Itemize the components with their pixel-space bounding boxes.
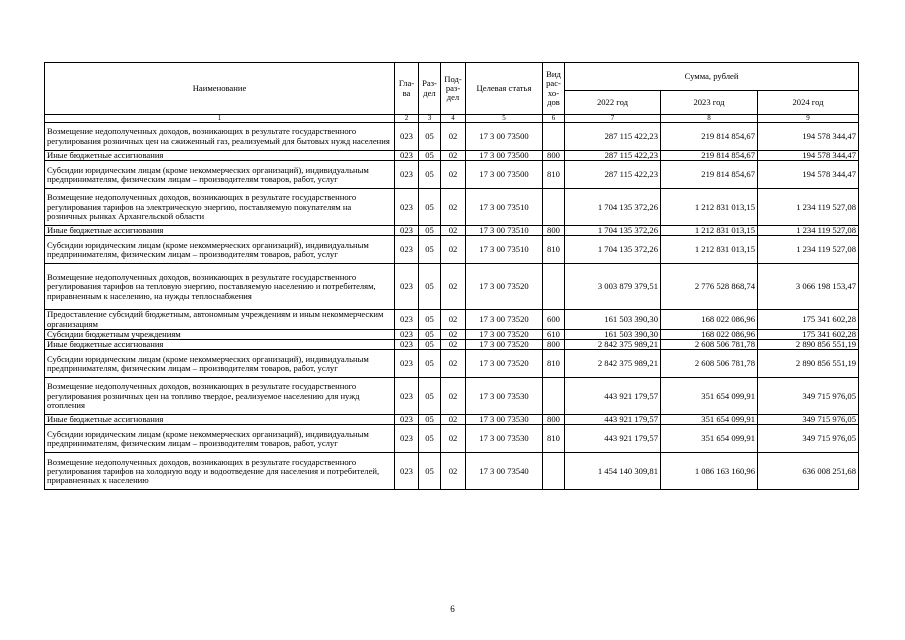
row-name: Возмещение недополученных доходов, возникающих в результате государственного регулирования тарифов на холодную воду и водоотведение для населения и потребителей, приравненных к населению [45,453,395,490]
row-chapter: 023 [395,226,419,236]
row-sum-2022: 1 704 135 372,26 [565,236,661,264]
row-chapter: 023 [395,310,419,329]
row-subsection: 02 [441,123,466,151]
row-subsection: 02 [441,378,466,415]
row-sum-2023: 1 212 831 013,15 [661,236,758,264]
budget-table [44,62,859,490]
row-chapter: 023 [395,161,419,189]
row-sum-2023: 2 608 506 781,78 [661,350,758,378]
row-sum-2022: 1 704 135 372,26 [565,189,661,226]
row-target: 17 3 00 73530 [466,425,543,453]
row-subsection: 02 [441,415,466,425]
row-target: 17 3 00 73510 [466,189,543,226]
row-target: 17 3 00 73530 [466,378,543,415]
row-subsection: 02 [441,310,466,329]
row-name: Возмещение недополученных доходов, возникающих в результате государственного регулирования тарифов на электрическую энергию, поставляемую покупателям на розничных рынках Архангельской области [45,189,395,226]
col-header-section: Раз-дел [419,63,441,115]
header-row-1 [45,63,859,91]
row-target: 17 3 00 73500 [466,151,543,161]
table-row [45,425,859,453]
row-target: 17 3 00 73530 [466,415,543,425]
row-sum-2022: 443 921 179,57 [565,425,661,453]
row-sum-2022: 287 115 422,23 [565,151,661,161]
row-section: 05 [419,189,441,226]
row-sum-2024: 2 890 856 551,19 [758,350,859,378]
row-sum-2023: 1 212 831 013,15 [661,189,758,226]
row-target: 17 3 00 73520 [466,350,543,378]
row-sum-2022: 287 115 422,23 [565,123,661,151]
table-row [45,161,859,189]
table-row [45,236,859,264]
row-sum-2022: 2 842 375 989,21 [565,350,661,378]
row-name: Субсидии юридическим лицам (кроме некоммерческих организаций), индивидуальным предпринимателям, физическим лицам – производителям товаров, работ, услуг [45,161,395,189]
row-sum-2022: 3 003 879 379,51 [565,264,661,310]
row-exp-type: 600 [543,310,565,329]
row-exp-type: 800 [543,340,565,350]
index-cell: 4 [441,115,466,123]
row-sum-2022: 443 921 179,57 [565,378,661,415]
row-sum-2023: 219 814 854,67 [661,151,758,161]
col-header-2023: 2023 год [661,91,758,115]
row-section: 05 [419,378,441,415]
row-target: 17 3 00 73510 [466,226,543,236]
row-chapter: 023 [395,189,419,226]
row-exp-type [543,378,565,415]
index-cell: 8 [661,115,758,123]
row-exp-type: 800 [543,151,565,161]
index-cell: 5 [466,115,543,123]
table-row [45,378,859,415]
row-subsection: 02 [441,350,466,378]
row-sum-2024: 2 890 856 551,19 [758,340,859,350]
row-subsection: 02 [441,453,466,490]
index-cell: 1 [45,115,395,123]
row-sum-2022: 287 115 422,23 [565,161,661,189]
row-subsection: 02 [441,425,466,453]
row-name: Иные бюджетные ассигнования [45,415,395,425]
row-exp-type [543,453,565,490]
row-sum-2024: 349 715 976,05 [758,425,859,453]
row-section: 05 [419,123,441,151]
row-sum-2023: 351 654 099,91 [661,415,758,425]
row-chapter: 023 [395,123,419,151]
row-sum-2022: 1 454 140 309,81 [565,453,661,490]
row-sum-2024: 1 234 119 527,08 [758,189,859,226]
row-target: 17 3 00 73540 [466,453,543,490]
row-sum-2024: 3 066 198 153,47 [758,264,859,310]
row-section: 05 [419,415,441,425]
row-target: 17 3 00 73520 [466,310,543,329]
row-subsection: 02 [441,189,466,226]
row-sum-2023: 219 814 854,67 [661,123,758,151]
row-exp-type [543,123,565,151]
row-sum-2024: 194 578 344,47 [758,151,859,161]
row-sum-2023: 168 022 086,96 [661,310,758,329]
row-chapter: 023 [395,425,419,453]
row-section: 05 [419,236,441,264]
row-exp-type [543,189,565,226]
row-target: 17 3 00 73500 [466,123,543,151]
row-section: 05 [419,310,441,329]
row-sum-2023: 2 776 528 868,74 [661,264,758,310]
table-row [45,329,859,339]
row-sum-2024: 349 715 976,05 [758,378,859,415]
row-sum-2023: 351 654 099,91 [661,378,758,415]
row-chapter: 023 [395,151,419,161]
row-section: 05 [419,151,441,161]
table-row [45,310,859,329]
row-section: 05 [419,329,441,339]
row-section: 05 [419,161,441,189]
row-sum-2023: 1 212 831 013,15 [661,226,758,236]
row-sum-2023: 1 086 163 160,96 [661,453,758,490]
row-sum-2024: 194 578 344,47 [758,161,859,189]
row-subsection: 02 [441,264,466,310]
row-target: 17 3 00 73520 [466,340,543,350]
row-name: Субсидии юридическим лицам (кроме некоммерческих организаций), индивидуальным предпринимателям, физическим лицам – производителям товаров, работ, услуг [45,236,395,264]
row-sum-2023: 2 608 506 781,78 [661,340,758,350]
row-sum-2024: 194 578 344,47 [758,123,859,151]
row-sum-2024: 175 341 602,28 [758,329,859,339]
row-chapter: 023 [395,453,419,490]
row-exp-type: 810 [543,350,565,378]
row-sum-2023: 168 022 086,96 [661,329,758,339]
col-header-subsection: Под-раз-дел [441,63,466,115]
row-exp-type: 800 [543,415,565,425]
table-row [45,151,859,161]
row-sum-2024: 1 234 119 527,08 [758,226,859,236]
row-name: Возмещение недополученных доходов, возникающих в результате государственного регулирования розничных цен на топливо твердое, реализуемое населению для нужд отопления [45,378,395,415]
table-row [45,350,859,378]
table-row [45,453,859,490]
table-body [45,123,859,490]
col-header-sum: Сумма, рублей [565,63,859,91]
index-cell: 7 [565,115,661,123]
row-chapter: 023 [395,264,419,310]
col-header-exp-type: Вид рас-хо-дов [543,63,565,115]
row-chapter: 023 [395,415,419,425]
row-sum-2024: 175 341 602,28 [758,310,859,329]
row-name: Предоставление субсидий бюджетным, автономным учреждениям и иным некоммерческим организациям [45,310,395,329]
row-chapter: 023 [395,329,419,339]
row-chapter: 023 [395,378,419,415]
row-subsection: 02 [441,340,466,350]
row-subsection: 02 [441,161,466,189]
row-chapter: 023 [395,236,419,264]
row-target: 17 3 00 73510 [466,236,543,264]
row-target: 17 3 00 73500 [466,161,543,189]
row-section: 05 [419,350,441,378]
page-number: 6 [450,604,455,614]
row-chapter: 023 [395,340,419,350]
row-exp-type: 810 [543,161,565,189]
row-name: Иные бюджетные ассигнования [45,151,395,161]
col-header-2024: 2024 год [758,91,859,115]
table-row [45,415,859,425]
row-subsection: 02 [441,226,466,236]
index-cell: 2 [395,115,419,123]
row-chapter: 023 [395,350,419,378]
row-name: Иные бюджетные ассигнования [45,340,395,350]
row-sum-2022: 161 503 390,30 [565,310,661,329]
row-exp-type: 810 [543,425,565,453]
row-section: 05 [419,340,441,350]
col-header-target: Целевая статья [466,63,543,115]
row-name: Субсидии бюджетным учреждениям [45,329,395,339]
row-sum-2024: 636 008 251,68 [758,453,859,490]
row-exp-type: 610 [543,329,565,339]
row-name: Возмещение недополученных доходов, возникающих в результате государственного регулирования тарифов на тепловую энергию, поставляемую населению и потребителям, приравненным к населению, на нужды теплоснабжения [45,264,395,310]
col-header-2022: 2022 год [565,91,661,115]
row-sum-2022: 443 921 179,57 [565,415,661,425]
table-row [45,226,859,236]
row-section: 05 [419,453,441,490]
row-name: Возмещение недополученных доходов, возникающих в результате государственного регулирования розничных цен на сжиженный газ, реализуемый для бытовых нужд населения [45,123,395,151]
row-sum-2024: 349 715 976,05 [758,415,859,425]
row-target: 17 3 00 73520 [466,264,543,310]
table-row [45,189,859,226]
table-row [45,264,859,310]
row-sum-2022: 1 704 135 372,26 [565,226,661,236]
row-name: Субсидии юридическим лицам (кроме некоммерческих организаций), индивидуальным предпринимателям, физическим лицам – производителям товаров, работ, услуг [45,425,395,453]
table-row [45,340,859,350]
row-section: 05 [419,425,441,453]
row-subsection: 02 [441,236,466,264]
row-sum-2022: 2 842 375 989,21 [565,340,661,350]
row-name: Иные бюджетные ассигнования [45,226,395,236]
row-sum-2022: 161 503 390,30 [565,329,661,339]
row-section: 05 [419,226,441,236]
row-section: 05 [419,264,441,310]
row-sum-2023: 219 814 854,67 [661,161,758,189]
index-cell: 3 [419,115,441,123]
row-sum-2024: 1 234 119 527,08 [758,236,859,264]
index-row [45,115,859,123]
index-cell: 6 [543,115,565,123]
row-subsection: 02 [441,329,466,339]
col-header-chapter: Гла-ва [395,63,419,115]
row-sum-2023: 351 654 099,91 [661,425,758,453]
col-header-name: Наименование [45,63,395,115]
row-exp-type [543,264,565,310]
row-exp-type: 810 [543,236,565,264]
row-exp-type: 800 [543,226,565,236]
row-subsection: 02 [441,151,466,161]
table-row [45,123,859,151]
index-cell: 9 [758,115,859,123]
row-target: 17 3 00 73520 [466,329,543,339]
row-name: Субсидии юридическим лицам (кроме некоммерческих организаций), индивидуальным предпринимателям, физическим лицам – производителям товаров, работ, услуг [45,350,395,378]
